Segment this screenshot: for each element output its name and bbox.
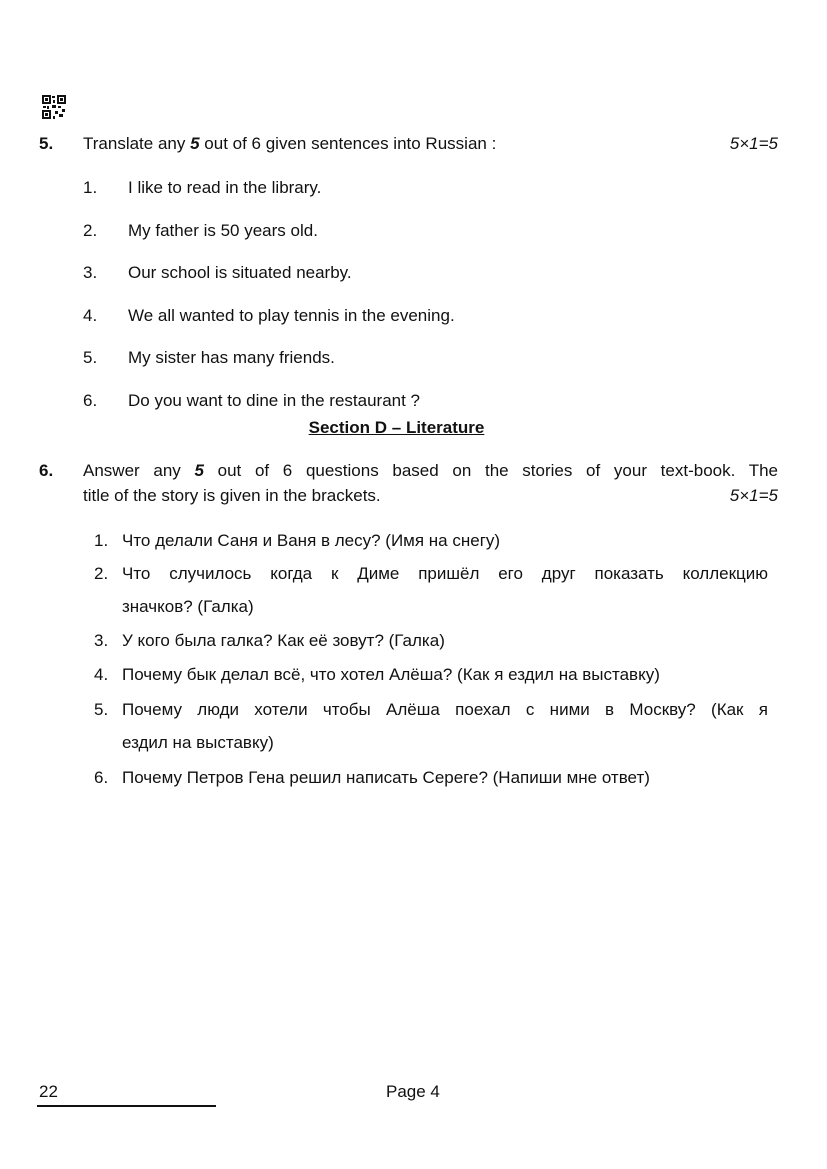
- list-item: My sister has many friends.: [128, 348, 335, 367]
- page-number: Page 4: [386, 1082, 440, 1101]
- list-item-number: 5.: [83, 348, 98, 367]
- list-item: Почему люди хотели чтобы Алёша поехал с ними в Москву? (Как я: [122, 700, 768, 719]
- qr-code-icon: [42, 95, 66, 119]
- question-6-number: 6.: [39, 461, 54, 480]
- list-item: Почему Петров Гена решил написать Сереге? (Напиши мне ответ): [122, 768, 650, 787]
- list-item-number: 5.: [94, 700, 109, 719]
- list-item-continuation: ездил на выставку): [122, 733, 274, 752]
- list-item: У кого была галка? Как её зовут? (Галка): [122, 631, 445, 650]
- list-item-number: 4.: [94, 665, 109, 684]
- question-6-text-line1: Answer any 5 out of 6 questions based on the stories of your text-book. The: [83, 461, 778, 480]
- list-item-number: 6.: [83, 391, 98, 410]
- question-5-marks: 5×1=5: [729, 134, 778, 153]
- list-item: Our school is situated nearby.: [128, 263, 352, 282]
- section-heading: Section D – Literature: [308, 418, 485, 437]
- list-item-number: 2.: [94, 564, 109, 583]
- list-item-number: 1.: [94, 531, 109, 550]
- list-item: Что случилось когда к Диме пришёл его друг показать коллекцию: [122, 564, 768, 583]
- list-item-number: 1.: [83, 178, 98, 197]
- list-item: I like to read in the library.: [128, 178, 322, 197]
- list-item-number: 4.: [83, 306, 98, 325]
- footer-divider: [37, 1105, 216, 1107]
- list-item-number: 3.: [94, 631, 109, 650]
- list-item: Что делали Саня и Ваня в лесу? (Имя на снегу): [122, 531, 501, 550]
- list-item: We all wanted to play tennis in the evening.: [128, 306, 455, 325]
- question-5-number: 5.: [39, 134, 54, 153]
- question-5-text: Translate any 5 out of 6 given sentences into Russian :: [83, 134, 497, 153]
- paper-code: 22: [39, 1082, 58, 1101]
- list-item: Почему бык делал всё, что хотел Алёша? (Как я ездил на выставку): [122, 665, 660, 684]
- list-item: Do you want to dine in the restaurant ?: [128, 391, 421, 410]
- list-item-number: 3.: [83, 263, 98, 282]
- question-6-text-line2: title of the story is given in the brackets.: [83, 486, 381, 505]
- list-item-number: 2.: [83, 221, 98, 240]
- question-6-marks: 5×1=5: [729, 486, 778, 505]
- list-item-number: 6.: [94, 768, 109, 787]
- list-item: My father is 50 years old.: [128, 221, 318, 240]
- list-item-continuation: значков? (Галка): [122, 597, 254, 616]
